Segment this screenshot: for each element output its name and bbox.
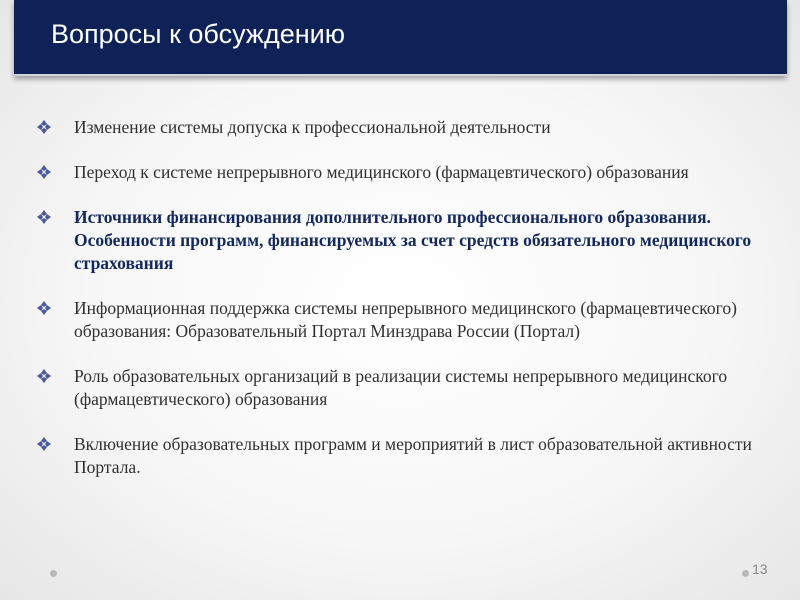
diamond-bullet-icon <box>36 119 52 135</box>
bullet-item-highlighted <box>36 206 776 275</box>
bullet-text: Включение образовательных программ и мероприятий в лист образовательной активности Портала. <box>74 434 752 477</box>
bullet-item <box>36 161 776 184</box>
diamond-bullet-icon <box>36 209 52 225</box>
bullet-text: Роль образовательных организаций в реализации системы непрерывного медицинского (фармацевтического) образования <box>74 366 728 409</box>
footer-dot-right <box>742 570 749 577</box>
footer-dot-left <box>50 570 57 577</box>
bullet-text: Информационная поддержка системы непрерывного медицинского (фармацевтического) образования: Образовательный Портал Минздрава России (Портал) <box>74 298 737 341</box>
bullet-text: Источники финансирования дополнительного профессионального образования. Особенности программ, финансируемых за счет средств обязательного медицинского страхования <box>74 207 752 273</box>
bullet-item <box>36 297 776 343</box>
bullet-item <box>36 433 776 479</box>
slide-title: Вопросы к обсуждению <box>51 19 345 49</box>
diamond-bullet-icon <box>36 300 52 316</box>
diamond-bullet-icon <box>36 368 52 384</box>
title-bar <box>14 0 787 76</box>
diamond-bullet-icon <box>36 436 52 452</box>
bullet-text: Изменение системы допуска к профессиональной деятельности <box>74 117 551 137</box>
diamond-bullet-icon <box>36 164 52 180</box>
page-number: 13 <box>752 561 768 577</box>
bullet-item <box>36 116 776 139</box>
bullet-list <box>36 116 776 501</box>
bullet-item <box>36 365 776 411</box>
bullet-text: Переход к системе непрерывного медицинского (фармацевтического) образования <box>74 162 689 182</box>
